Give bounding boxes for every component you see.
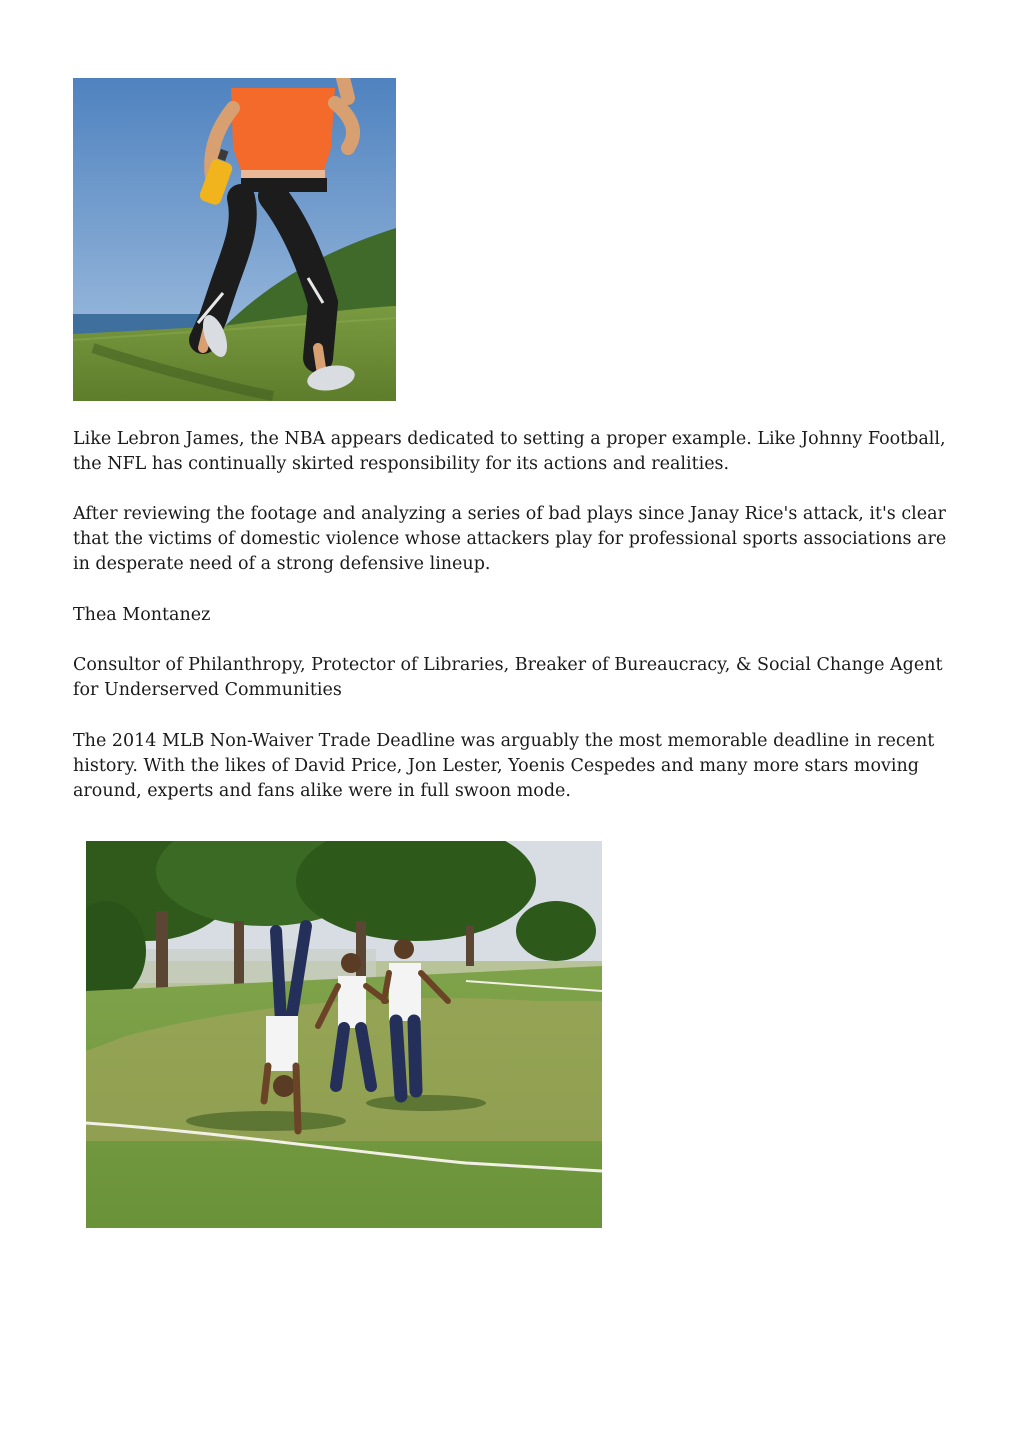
boys-playing-photo — [86, 841, 602, 1228]
paragraph-janay-rice: After reviewing the footage and analyzing a series of bad plays since Janay Rice's attack, it's clear that the victims of domestic violence whose attackers play for professional sports associations are in desperate need of a strong defensive lineup. — [73, 504, 947, 575]
boys-playing-illustration — [86, 841, 602, 1228]
paragraph-nba-nfl: Like Lebron James, the NBA appears dedicated to setting a proper example. Like Johnny Football, the NFL has continually skirted responsibility for its actions and realities. — [73, 429, 946, 475]
jogger-illustration — [73, 78, 396, 401]
paragraph-mlb-trade-deadline: The 2014 MLB Non-Waiver Trade Deadline was arguably the most memorable deadline in recent history. With the likes of David Price, Jon Lester, Yoenis Cespedes and many more stars moving around, experts and fans alike were in full swoon mode. — [73, 731, 935, 802]
author-title: Consultor of Philanthropy, Protector of Libraries, Breaker of Bureaucracy, & Social Change Agent for Underserved Communities — [73, 655, 943, 701]
jogger-photo — [73, 78, 396, 401]
author-name: Thea Montanez — [73, 605, 211, 625]
